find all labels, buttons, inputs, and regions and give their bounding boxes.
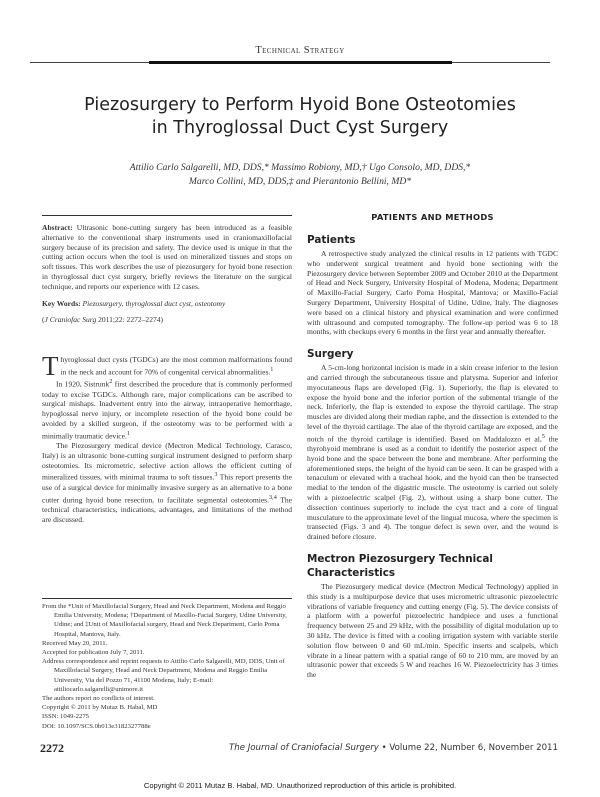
- section-heading-methods: PATIENTS AND METHODS: [371, 212, 494, 222]
- authors-line-2: Marco Collini, MD, DDS,‡ and Pierantonio Bellini, MD*: [188, 176, 412, 187]
- text-span: A 5-cm-long horizontal incision is made in a skin crease inferior to the lesion and carried through the subcutaneous tissue and platysma. Superior and inferior myocutaneous flaps are developed (Fig. 1). Superiorly, the flap is elevated to expose the hyoid bone and the inferior portion of the submental triangle of the neck. Inferiorly, the flap is extended to expose the thyroid cartilage. The strap muscles are divided along their median raphe, and the dissection is extended to the level of the thyroid cartilage. The alae of the thyroid cartilage are exposed, and the notch of the thyroid cartilage is identified. Based on Maddalozzo et al,: [307, 363, 558, 444]
- journal-issue: Volume 22, Number 6, November 2011: [389, 743, 558, 753]
- journal-footer: [100, 743, 558, 753]
- article-title: [40, 94, 560, 140]
- bullet: •: [381, 743, 387, 753]
- right-column: [307, 212, 558, 680]
- author-list: [40, 161, 560, 189]
- text-span: In 1920, Sistrunk: [56, 379, 110, 389]
- footnote-issn: ISSN: 1049-2275: [42, 713, 90, 721]
- subheading-patients: Patients: [307, 234, 356, 246]
- footnote-received: Received May 20, 2011.: [42, 639, 108, 647]
- citation-journal: J Craniofac Surg: [44, 315, 97, 325]
- footnote-doi: DOI: 10.1097/SCS.0b013e3182327788e: [42, 722, 151, 730]
- text-span: This report presents the use of a surgical device for minimally invasive surgery as an alternative to a bone cutter during hyoid bone resection, to facilitate segmental osteotomies.: [42, 473, 292, 505]
- patients-text: A retrospective study analyzed the clinical results in 12 patients with TGDC who underwent surgical treatment and hyoid bone sectioning with the Piezosurgery device between September 2009 and October 2010 at the Department of Head and Neck Surgery, University Hospital of Modena, Modena; Department of Maxillo-Facial Surgery, Carlo Poma Hospital, Mantova; or Maxillo-Facial Surgery Department, University Hospital of Udine, Udine, Italy. The diagnoses were based on a clinical history and physical examination and were confirmed with ultrasound and computed tomography. The follow-up period was 6 to 18 months, with checkups every 6 months in the first year and annually thereafter.: [307, 249, 558, 337]
- text-span: The Piezosurgery medical device (Mectron Medical Technology, Carasco, Italy) is an ultrasonic bone-cutting surgical instrument designed to perform sharp osteotomies. Its micrometric, selective action allows the efficient cutting of mineralized tissues, with minimal trauma to soft tissues.: [42, 441, 292, 482]
- text-span: The technical characteristics, indications, advantages, and limitations of the method are discussed.: [42, 495, 292, 524]
- introduction: [42, 351, 293, 524]
- footnote-accepted: Accepted for publication July 7, 2011.: [42, 649, 145, 657]
- citation-details: 2011;22: 2272–2274): [96, 315, 164, 325]
- footnotes: [42, 602, 292, 731]
- drop-cap: T: [42, 351, 59, 382]
- reference-marker: 1: [126, 429, 131, 437]
- intro-paragraph-2: [42, 377, 292, 441]
- reference-marker: 1: [270, 365, 274, 373]
- intro-paragraph-1: hyroglossal duct cysts (TGDCs) are the most common malformations found in the neck and account for 70% of congenital cervical abnormalities.: [60, 355, 292, 377]
- mectron-text: The Piezosurgery medical device (Mectron Medical Technology) applied in this study is a multipurpose device that uses micrometric ultrasonic piezoelectric vibrations of variable frequency and cutting energy (Fig. 5). The device consists of a platform with a powerful piezoelectric handpiece and uses a functional frequency between 25 and 29 kHz, with the possibility of digital modulation up to 30 kHz. The device is fitted with a cooling irrigation system with variable sterile solution flow between 0 and 60 mL/min. Specific inserts and scalpels, which vibrate in a linear pattern with a spatial range of 60 to 210 mm, are moved by an ultrasonic power that exceeds 5 W and reaches 16 W. Piezoelectricity has 3 times the: [307, 582, 558, 680]
- page-number: 2272: [40, 741, 64, 755]
- left-column: [42, 223, 292, 525]
- footnote-copyright: Copyright © 2011 by Mutaz B. Habal, MD: [42, 704, 158, 712]
- abstract-text: Ultrasonic bone-cutting surgery has been introduced as a feasible alternative to the conventional sharp instruments used in craniomaxillofacial surgery because of its precision and safety. The device used is unique in that the cutting action occurs when the tool is used on mineralized tissues and stops on soft tissues. This work describes the use of piezosurgery for hyoid bone resection in thyroglossal duct cyst surgery, briefly reviews the literature on the surgical technique, and reports our experience with 12 cases.: [42, 223, 292, 291]
- header-rule-accent: [149, 61, 452, 64]
- abstract: [42, 223, 292, 325]
- reference-marker: 3: [214, 471, 218, 479]
- section-label: Technical Strategy: [255, 45, 345, 56]
- citation-paren: (: [42, 315, 45, 325]
- footnote-rule: [42, 598, 292, 599]
- surgery-paragraph: [307, 363, 558, 542]
- subheading-surgery: Surgery: [307, 348, 354, 361]
- authors-line-1: Attilio Carlo Salgarelli, MD, DDS,* Massimo Robiony, MD,† Ugo Consolo, MD, DDS,*: [129, 162, 471, 173]
- text-span: the thyrohyoid membrane is used as a conduit to identify the posterior aspect of the hyoid bone and the space between the bone and membrane. After performing the aforementioned steps, the height of the hyoid can be seen. It can be grasped with a tenaculum or elevated with a tracheal hook, and the hyoid can then be transected medial to the tendon of the digastric muscle. The osteotomy is carried out solely with a piezoelectric scalpel (Fig. 2), without using a sharp bone cutter. The dissection continues superiorly to include the cyst tract and a core of lingual musculature to the approximate level of the lingual mucosa, where the specimen is transected (Figs. 3 and 4). The tongue defect is sewn over, and the wound is drained before closure.: [307, 434, 558, 542]
- reference-marker: 3,4: [269, 493, 277, 501]
- abstract-label: Abstract:: [42, 223, 73, 232]
- title-line-2: in Thyroglossal Duct Cyst Surgery: [151, 118, 449, 138]
- reference-marker: 5: [541, 432, 545, 440]
- abstract-rule: [42, 215, 292, 216]
- footnote-conflicts: The authors report no conflicts of interest.: [42, 695, 155, 703]
- journal-name: The Journal of Craniofacial Surgery: [229, 743, 379, 753]
- keywords: Piezosurgery, thyroglossal duct cyst, osteotomy: [82, 298, 226, 308]
- text-span: first described the procedure that is commonly performed today to excise TGDCs. Although rare, major complications can be ascribed to surgical mishaps. Inadvertent entry into the airway, intraoperative hemorrhage, hypoglossal nerve injury, or incomplete resection of the hyoid bone could be avoided by a skilled surgeon, if the osteotomy was to be performed with a minimally traumatic device.: [42, 379, 293, 441]
- reference-marker: 2: [109, 378, 113, 386]
- keywords-label: Key Words:: [42, 298, 81, 308]
- intro-paragraph-3: [42, 441, 292, 524]
- footnote-correspondence: Address correspondence and reprint requests to Attilio Carlo Salgarelli, MD, DDS, Unit of Maxillofacial Surgery, Head and Neck Department, Modena and Reggio Emilia University, Via del Pozzo 71, 41100 Modena, Italy; E-mail: attiliocarlo.salgarelli@unimore.it: [42, 658, 285, 693]
- title-line-1: Piezosurgery to Perform Hyoid Bone Osteotomies: [84, 95, 516, 115]
- copyright-notice: Copyright © 2011 Mutaz B. Habal, MD. Unauthorized reproduction of this article is prohibited.: [143, 781, 457, 790]
- footnote-affiliations: From the *Unit of Maxillofacial Surgery, Head and Neck Department, Modena and Reggio Emilia University, Modena; †Department of Maxillo-Facial Surgery, Udine University, Udine; and ‡Unit of Maxillofacial surgery, Head and Neck Department, Carlo Poma Hospital, Mantova, Italy.: [42, 603, 287, 638]
- subheading-mectron: Mectron Piezosurgery Technical Characteristics: [307, 553, 493, 580]
